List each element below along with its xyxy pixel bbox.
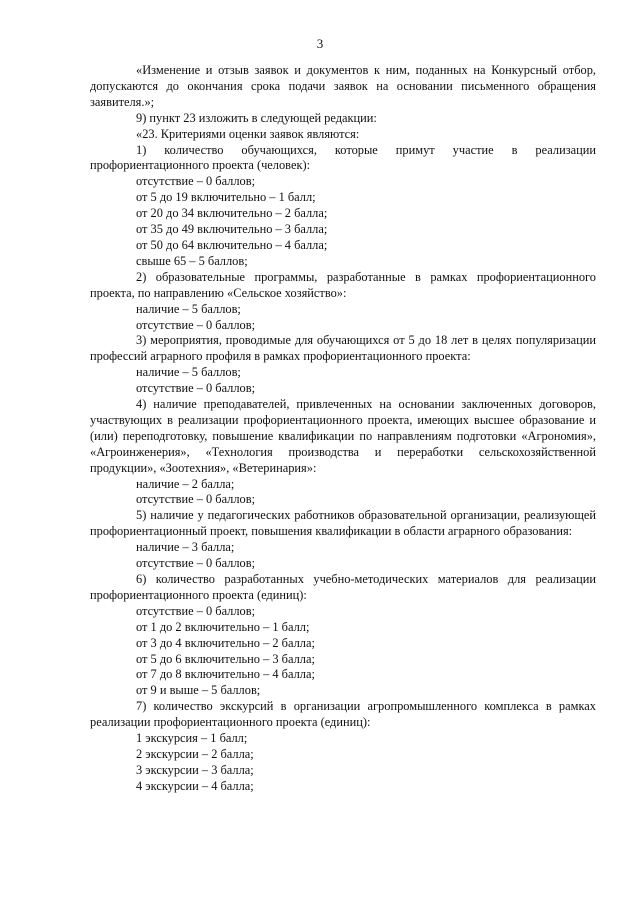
criterion-2-score: отсутствие – 0 баллов; (136, 317, 256, 332)
criterion-1-score: от 5 до 19 включительно – 1 балл; (136, 190, 316, 205)
criterion-7-score: 3 экскурсии – 3 балла; (136, 762, 254, 777)
criterion-7-excursions: 7) количество экскурсий в организации агропромышленного комплекса в рамках реализации профориентационного проекта (единиц): (90, 699, 596, 730)
criterion-1-score: от 35 до 49 включительно – 3 балла; (136, 222, 328, 237)
criterion-1-students: 1) количество обучающихся, которые примут участие в реализации профориентационного проекта (человек): (90, 142, 596, 173)
criterion-6-score: от 5 до 6 включительно – 3 балла; (136, 651, 315, 666)
criterion-5-score: наличие – 3 балла; (136, 540, 235, 555)
criterion-6-score: отсутствие – 0 баллов; (136, 603, 256, 618)
criterion-1-score: свыше 65 – 5 баллов; (136, 253, 248, 268)
paragraph-criteria-heading: «23. Критериями оценки заявок являются: (136, 126, 360, 141)
criterion-5-score: отсутствие – 0 баллов; (136, 556, 256, 571)
criterion-7-score: 2 экскурсии – 2 балла; (136, 746, 254, 761)
paragraph-item-9: 9) пункт 23 изложить в следующей редакции: (136, 110, 377, 125)
criterion-3-events: 3) мероприятия, проводимые для обучающихся от 5 до 18 лет в целях популяризации профессий аграрного профиля в рамках профориентационного проекта: (90, 333, 596, 364)
criterion-7-score: 1 экскурсия – 1 балл; (136, 731, 248, 746)
criterion-2-programs: 2) образовательные программы, разработанные в рамках профориентационного проекта, по направлению «Сельское хозяйство»: (90, 269, 596, 300)
criterion-1-score: отсутствие – 0 баллов; (136, 174, 256, 189)
criterion-6-materials: 6) количество разработанных учебно-методических материалов для реализации профориентационного проекта (единиц): (90, 572, 596, 602)
criterion-6-score: от 1 до 2 включительно – 1 балл; (136, 619, 310, 634)
criterion-6-score: от 7 до 8 включительно – 4 балла; (136, 667, 315, 682)
document-body (90, 63, 596, 795)
page-number: 3 (316, 36, 324, 51)
criterion-3-score: наличие – 5 баллов; (136, 365, 241, 380)
criterion-4-score: наличие – 2 балла; (136, 476, 235, 491)
criterion-2-score: наличие – 5 баллов; (136, 301, 241, 316)
criterion-6-score: от 9 и выше – 5 баллов; (136, 683, 261, 698)
criterion-7-score: 4 экскурсии – 4 балла; (136, 778, 254, 793)
criterion-1-score: от 20 до 34 включительно – 2 балла; (136, 206, 328, 221)
criterion-5-qualification: 5) наличие у педагогических работников образовательной организации, реализующей профориентационный проект, повышения квалификации в области аграрного образования: (90, 508, 596, 539)
criterion-6-score: от 3 до 4 включительно – 2 балла; (136, 635, 315, 650)
paragraph-application-withdrawal: «Изменение и отзыв заявок и документов к ним, поданных на Конкурсный отбор, допускаются до окончания срока подачи заявок на основании письменного обращения заявителя.»; (90, 63, 596, 109)
criterion-3-score: отсутствие – 0 баллов; (136, 381, 256, 396)
criterion-1-score: от 50 до 64 включительно – 4 балла; (136, 237, 328, 252)
criterion-4-score: отсутствие – 0 баллов; (136, 492, 256, 507)
criterion-4-teachers: 4) наличие преподавателей, привлеченных на основании заключенных договоров, участвующих в реализации профориентационного проекта, имеющих высшее образование и (или) переподготовку, повышение квалификации по направлениям подготовки «Агрономия», «Агроинженерия», «Технология производства и переработки сельскохозяйственной продукции», «Зоотехния», «Ветеринария»: (90, 397, 596, 475)
